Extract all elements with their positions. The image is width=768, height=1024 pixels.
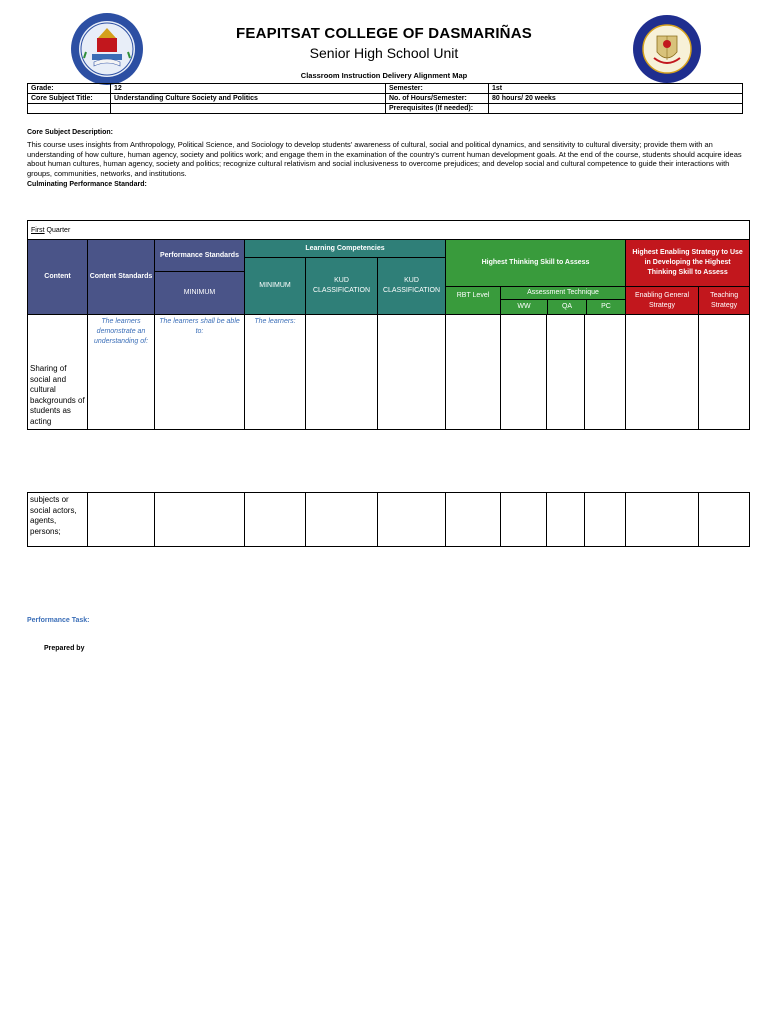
table-cell bbox=[378, 493, 446, 547]
qa-header: QA bbox=[548, 300, 587, 314]
content-standards-cell: The learners demonstrate an understanding of: bbox=[88, 315, 155, 430]
kud-cell bbox=[306, 315, 378, 430]
table-cell bbox=[501, 493, 547, 547]
performance-task-label: Performance Task: bbox=[27, 617, 90, 624]
content-cell-row2: subjects or social actors, agents, persons; bbox=[28, 493, 88, 547]
semester-value: 1st bbox=[489, 84, 743, 94]
college-name: FEAPITSAT COLLEGE OF DASMARIÑAS bbox=[236, 25, 532, 42]
pc-cell bbox=[585, 315, 626, 430]
empty-cell bbox=[28, 104, 111, 114]
table-cell bbox=[699, 493, 750, 547]
rbt-cell bbox=[446, 315, 501, 430]
assessment-technique-label: Assessment Technique bbox=[501, 287, 625, 300]
prerequisites-label: Prerequisites (If needed): bbox=[386, 104, 489, 114]
rbt-level-label: RBT Level bbox=[456, 292, 490, 299]
rbt-level-header bbox=[446, 287, 501, 315]
description-text: This course uses insights from Anthropology, Political Science, and Sociology to develop students' awareness of cultural, social and political dynamics, and sensitivity to cultural diversity; provide them with an understanding of how culture, human agency, society and politics work; and engage them in the examination of the country's current human development goals. At the end of the course, students should acquire ideas about human cultures, human agency, society and politics; recognize cultural relativism and social inclusiveness to overcome prejudices; and develop social and cultural competence to guide their interactions with groups, communities, networks, and institutions. bbox=[27, 140, 742, 178]
cidam-table-continued bbox=[27, 492, 750, 547]
quarter-word: Quarter bbox=[44, 226, 71, 234]
semester-label: Semester: bbox=[386, 84, 489, 94]
assessment-technique-header bbox=[501, 287, 626, 315]
kud-classification-header-2: KUD CLASSIFICATION bbox=[378, 258, 446, 315]
document-title: Classroom Instruction Delivery Alignment Map bbox=[300, 71, 468, 80]
lc-minimum-header: MINIMUM bbox=[245, 258, 306, 315]
content-header: Content bbox=[28, 240, 88, 315]
table-cell bbox=[626, 493, 699, 547]
content-standards-header: Content Standards bbox=[88, 240, 155, 315]
enabling-general-strategy-header: Enabling General Strategy bbox=[626, 287, 699, 315]
table-cell bbox=[155, 493, 245, 547]
qa-cell bbox=[547, 315, 585, 430]
highest-enabling-strategy-header: Highest Enabling Strategy to Use in Developing the Highest Thinking Skill to Assess bbox=[626, 240, 750, 287]
pc-header: PC bbox=[601, 303, 611, 310]
highest-thinking-skill-header: Highest Thinking Skill to Assess bbox=[446, 240, 626, 287]
ww-header: WW bbox=[501, 300, 548, 314]
cidam-table bbox=[27, 220, 750, 430]
prepared-by-label: Prepared by bbox=[44, 645, 85, 652]
subject-info-table bbox=[27, 83, 743, 114]
teaching-strategy-cell bbox=[699, 315, 750, 430]
quarter-label bbox=[28, 221, 750, 240]
table-cell bbox=[547, 493, 585, 547]
culminating-standard-label: Culminating Performance Standard: bbox=[27, 181, 147, 188]
table-cell bbox=[446, 493, 501, 547]
content-cell-row1: Sharing of social and cultural backgrounds of students as acting bbox=[28, 315, 88, 430]
subject-title-value: Understanding Culture Society and Politics bbox=[111, 94, 386, 104]
school-unit: Senior High School Unit bbox=[309, 45, 459, 61]
enabling-strategy-cell bbox=[626, 315, 699, 430]
subject-title-label: Core Subject Title: bbox=[28, 94, 111, 104]
kud-classification-header-1: KUD CLASSIFICATION bbox=[306, 258, 378, 315]
prerequisites-value bbox=[489, 104, 743, 114]
quarter-first: First bbox=[31, 226, 45, 234]
empty-cell bbox=[111, 104, 386, 114]
performance-standards-cell: The learners shall be able to: bbox=[155, 315, 245, 430]
performance-standards-header: Performance Standards bbox=[155, 240, 245, 272]
table-cell bbox=[245, 493, 306, 547]
learning-competencies-header: Learning Competencies bbox=[245, 240, 446, 258]
teaching-strategy-header: Teaching Strategy bbox=[699, 287, 750, 315]
description-label: Core Subject Description: bbox=[27, 129, 113, 136]
grade-label: Grade: bbox=[28, 84, 111, 94]
grade-value: 12 bbox=[111, 84, 386, 94]
table-cell bbox=[585, 493, 626, 547]
learning-competencies-cell: The learners: bbox=[245, 315, 306, 430]
hours-value: 80 hours/ 20 weeks bbox=[489, 94, 743, 104]
hours-label: No. of Hours/Semester: bbox=[386, 94, 489, 104]
table-cell bbox=[88, 493, 155, 547]
table-cell bbox=[306, 493, 378, 547]
kud-cell bbox=[378, 315, 446, 430]
ww-cell bbox=[501, 315, 547, 430]
ps-minimum-header: MINIMUM bbox=[155, 272, 245, 315]
